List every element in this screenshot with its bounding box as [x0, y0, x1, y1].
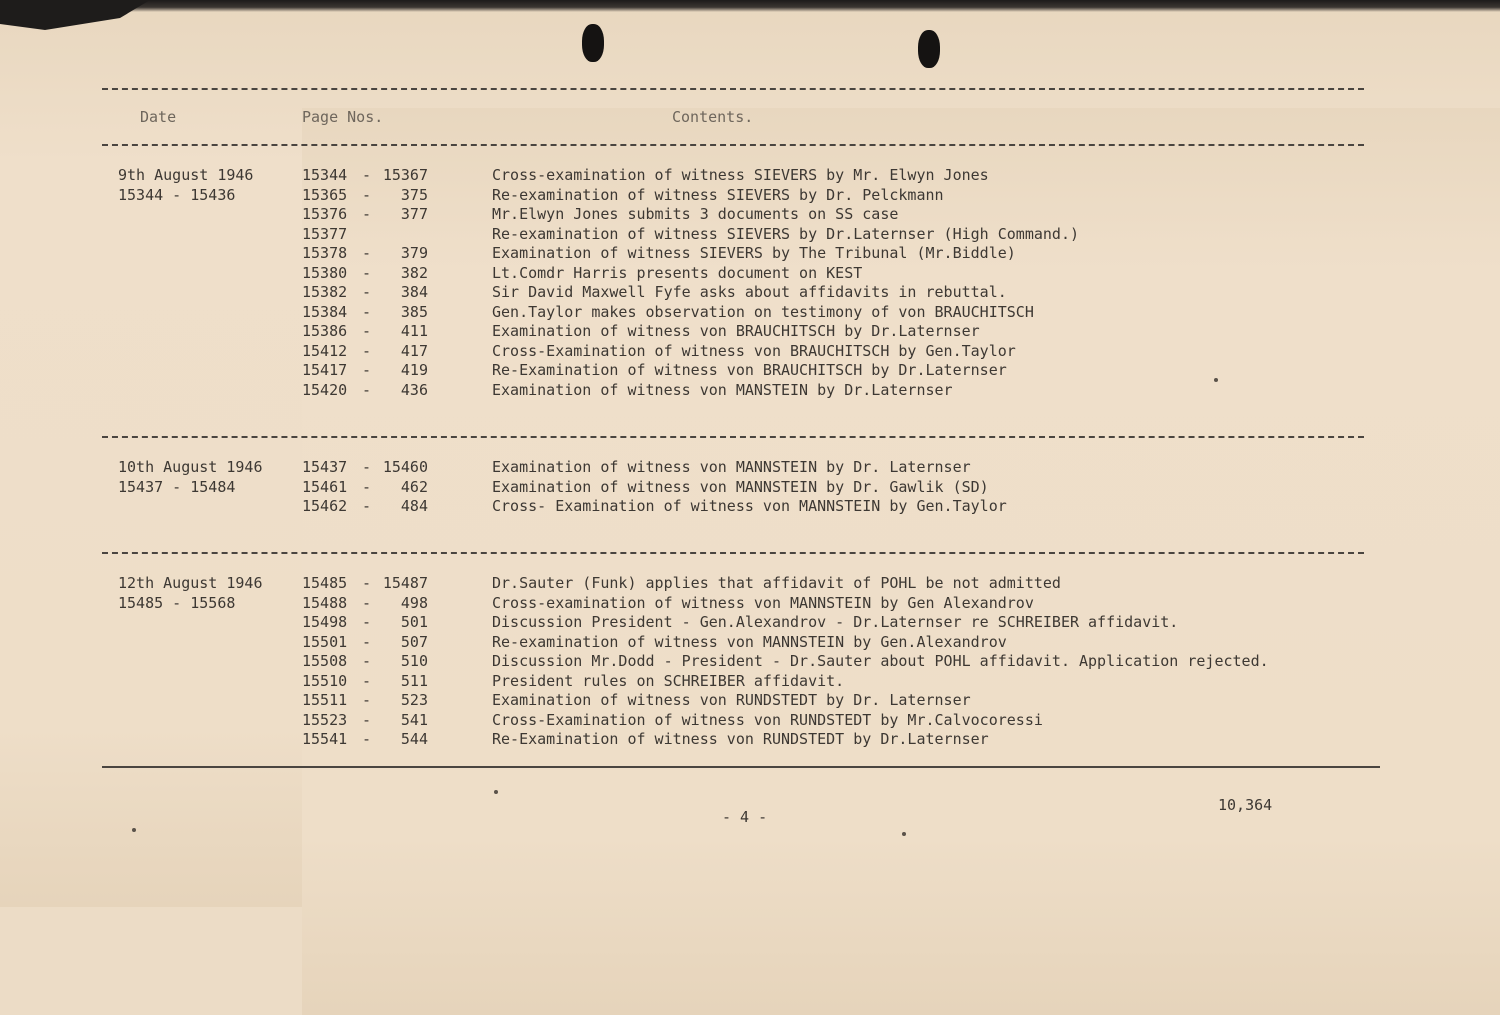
dashed-rule — [102, 552, 1364, 554]
page-from: 15386 — [302, 322, 348, 340]
page-to: 384 — [400, 283, 428, 301]
entry-contents: Examination of witness von BRAUCHITSCH by Dr.Laternser — [492, 322, 980, 340]
entry-row — [0, 166, 1500, 186]
page-to: 541 — [400, 710, 428, 729]
page-from: 15511 — [302, 691, 348, 709]
page-from: 15461 — [302, 477, 348, 496]
entry-row — [0, 458, 1500, 478]
page-to: 501 — [400, 613, 428, 631]
block-date: 12th August 1946 — [118, 574, 263, 592]
entry-row — [0, 730, 1500, 750]
scan-speck — [902, 832, 906, 836]
page-to: 417 — [400, 341, 428, 360]
entry-row — [0, 225, 1500, 245]
page-range-dash: - — [362, 477, 372, 496]
entry-row — [0, 652, 1500, 672]
page-range-dash: - — [362, 730, 372, 748]
page-from: 15462 — [302, 497, 348, 515]
entry-contents: Sir David Maxwell Fyfe asks about affidavits in rebuttal. — [492, 283, 1007, 301]
page-from: 15417 — [302, 361, 348, 379]
punch-hole — [918, 30, 940, 68]
entry-contents: Examination of witness von MANSTEIN by Dr.Laternser — [492, 380, 953, 399]
entry-row — [0, 672, 1500, 692]
page-range-dash: - — [362, 691, 372, 709]
page-from: 15510 — [302, 671, 348, 690]
page-to: 484 — [400, 497, 428, 515]
page-range-dash: - — [362, 458, 372, 476]
page-range-dash: - — [362, 671, 372, 690]
entry-contents: Re-examination of witness von MANNSTEIN by Gen.Alexandrov — [492, 632, 1007, 651]
page-from: 15501 — [302, 632, 348, 651]
page-from: 15380 — [302, 263, 348, 282]
page-to: 523 — [400, 691, 428, 709]
entry-contents: Re-examination of witness SIEVERS by Dr.Laternser (High Command.) — [492, 224, 1079, 243]
header-date: Date — [140, 108, 177, 126]
page-from: 15384 — [302, 302, 348, 321]
page-range-dash: - — [362, 322, 372, 340]
scan-speck — [1214, 378, 1218, 382]
entry-row — [0, 361, 1500, 381]
page-to: 419 — [400, 361, 428, 379]
entry-row — [0, 283, 1500, 303]
page-from: 15485 — [302, 574, 348, 592]
entry-contents: Gen.Taylor makes observation on testimony of von BRAUCHITSCH — [492, 302, 1034, 321]
entry-contents: Re-Examination of witness von BRAUCHITSCH by Dr.Laternser — [492, 361, 1007, 379]
scan-tab-mark — [0, 0, 150, 30]
entry-row — [0, 381, 1500, 401]
entry-row — [0, 478, 1500, 498]
entry-contents: Cross- Examination of witness von MANNSTEIN by Gen.Taylor — [492, 497, 1007, 515]
entry-contents: Examination of witness von MANNSTEIN by Dr. Laternser — [492, 458, 971, 476]
page-range-dash: - — [362, 710, 372, 729]
page-marker: - 4 - — [722, 808, 768, 826]
entry-row — [0, 497, 1500, 517]
page-to: 510 — [400, 652, 428, 670]
page-from: 15498 — [302, 613, 348, 631]
page-to: 544 — [400, 730, 428, 748]
document-number: 10,364 — [1218, 796, 1273, 814]
block-range: 15344 - 15436 — [118, 185, 236, 204]
page-to: 507 — [400, 632, 428, 651]
page-from: 15508 — [302, 652, 348, 670]
page-range-dash: - — [362, 613, 372, 631]
page-range-dash: - — [362, 574, 372, 592]
scan-top-edge — [0, 0, 1500, 12]
entry-contents: Examination of witness von MANNSTEIN by Dr. Gawlik (SD) — [492, 477, 989, 496]
entry-row — [0, 574, 1500, 594]
entry-contents: Cross-Examination of witness von RUNDSTEDT by Mr.Calvocoressi — [492, 710, 1043, 729]
page-from: 15344 — [302, 166, 348, 184]
header-contents: Contents. — [672, 108, 754, 126]
entry-row — [0, 613, 1500, 633]
page-range-dash: - — [362, 593, 372, 612]
entry-row — [0, 633, 1500, 653]
page-to: 375 — [400, 185, 428, 204]
entry-row — [0, 205, 1500, 225]
page-to: 379 — [400, 244, 428, 262]
page-range-dash: - — [362, 205, 372, 223]
entry-row — [0, 342, 1500, 362]
scan-speck — [132, 828, 136, 832]
entry-row — [0, 711, 1500, 731]
dashed-rule — [102, 144, 1364, 146]
punch-hole — [582, 24, 604, 62]
entry-row — [0, 244, 1500, 264]
page-to: 15460 — [382, 458, 428, 476]
block-date: 10th August 1946 — [118, 458, 263, 476]
entry-contents: Lt.Comdr Harris presents document on KEST — [492, 263, 863, 282]
dashed-rule — [102, 88, 1364, 90]
page-range-dash: - — [362, 361, 372, 379]
entry-contents: Cross-examination of witness von MANNSTEIN by Gen Alexandrov — [492, 593, 1034, 612]
page-to: 511 — [400, 671, 428, 690]
entry-contents: Mr.Elwyn Jones submits 3 documents on SS case — [492, 205, 899, 223]
page-range-dash: - — [362, 302, 372, 321]
page-from: 15382 — [302, 283, 348, 301]
scan-speck — [494, 790, 498, 794]
page-to: 436 — [400, 380, 428, 399]
page-from: 15376 — [302, 205, 348, 223]
page-to: 411 — [400, 322, 428, 340]
page-to: 377 — [400, 205, 428, 223]
page-range-dash: - — [362, 166, 372, 184]
block-date: 9th August 1946 — [118, 166, 254, 184]
page-from: 15378 — [302, 244, 348, 262]
page-from: 15412 — [302, 341, 348, 360]
page-range-dash: - — [362, 652, 372, 670]
entry-contents: President rules on SCHREIBER affidavit. — [492, 671, 845, 690]
entry-row — [0, 594, 1500, 614]
entry-contents: Examination of witness SIEVERS by The Tribunal (Mr.Biddle) — [492, 244, 1016, 262]
entry-contents: Re-examination of witness SIEVERS by Dr. Pelckmann — [492, 185, 944, 204]
entry-contents: Re-Examination of witness von RUNDSTEDT by Dr.Laternser — [492, 730, 989, 748]
page-from: 15523 — [302, 710, 348, 729]
block-range: 15485 - 15568 — [118, 593, 236, 612]
page-range-dash: - — [362, 185, 372, 204]
page-from: 15541 — [302, 730, 348, 748]
page-range-dash: - — [362, 283, 372, 301]
page-from: 15488 — [302, 593, 348, 612]
page-from: 15365 — [302, 185, 348, 204]
page-to: 385 — [400, 302, 428, 321]
entry-contents: Discussion President - Gen.Alexandrov - Dr.Laternser re SCHREIBER affidavit. — [492, 613, 1179, 631]
entry-row — [0, 264, 1500, 284]
entry-row — [0, 691, 1500, 711]
block-range: 15437 - 15484 — [118, 477, 236, 496]
entry-row — [0, 186, 1500, 206]
entry-contents: Dr.Sauter (Funk) applies that affidavit of POHL be not admitted — [492, 574, 1061, 592]
entry-contents: Discussion Mr.Dodd - President - Dr.Sauter about POHL affidavit. Application rejected. — [492, 652, 1269, 670]
page-to: 15367 — [382, 166, 428, 184]
page-to: 15487 — [382, 574, 428, 592]
page-range-dash: - — [362, 244, 372, 262]
dashed-rule — [102, 436, 1364, 438]
page-to: 382 — [400, 263, 428, 282]
page-from: 15420 — [302, 380, 348, 399]
entry-contents: Cross-examination of witness SIEVERS by Mr. Elwyn Jones — [492, 166, 989, 184]
entry-row — [0, 322, 1500, 342]
page-from: 15377 — [302, 224, 348, 243]
entry-contents: Examination of witness von RUNDSTEDT by Dr. Laternser — [492, 691, 971, 709]
page-range-dash: - — [362, 632, 372, 651]
page-range-dash: - — [362, 497, 372, 515]
entry-contents: Cross-Examination of witness von BRAUCHITSCH by Gen.Taylor — [492, 341, 1016, 360]
page-range-dash: - — [362, 341, 372, 360]
entry-row — [0, 303, 1500, 323]
header-page-nos: Page Nos. — [302, 108, 1500, 1015]
solid-rule — [102, 766, 1380, 768]
page-to: 498 — [400, 593, 428, 612]
page-from: 15437 — [302, 458, 348, 476]
page-range-dash: - — [362, 263, 372, 282]
page-range-dash: - — [362, 380, 372, 399]
page-to: 462 — [400, 477, 428, 496]
